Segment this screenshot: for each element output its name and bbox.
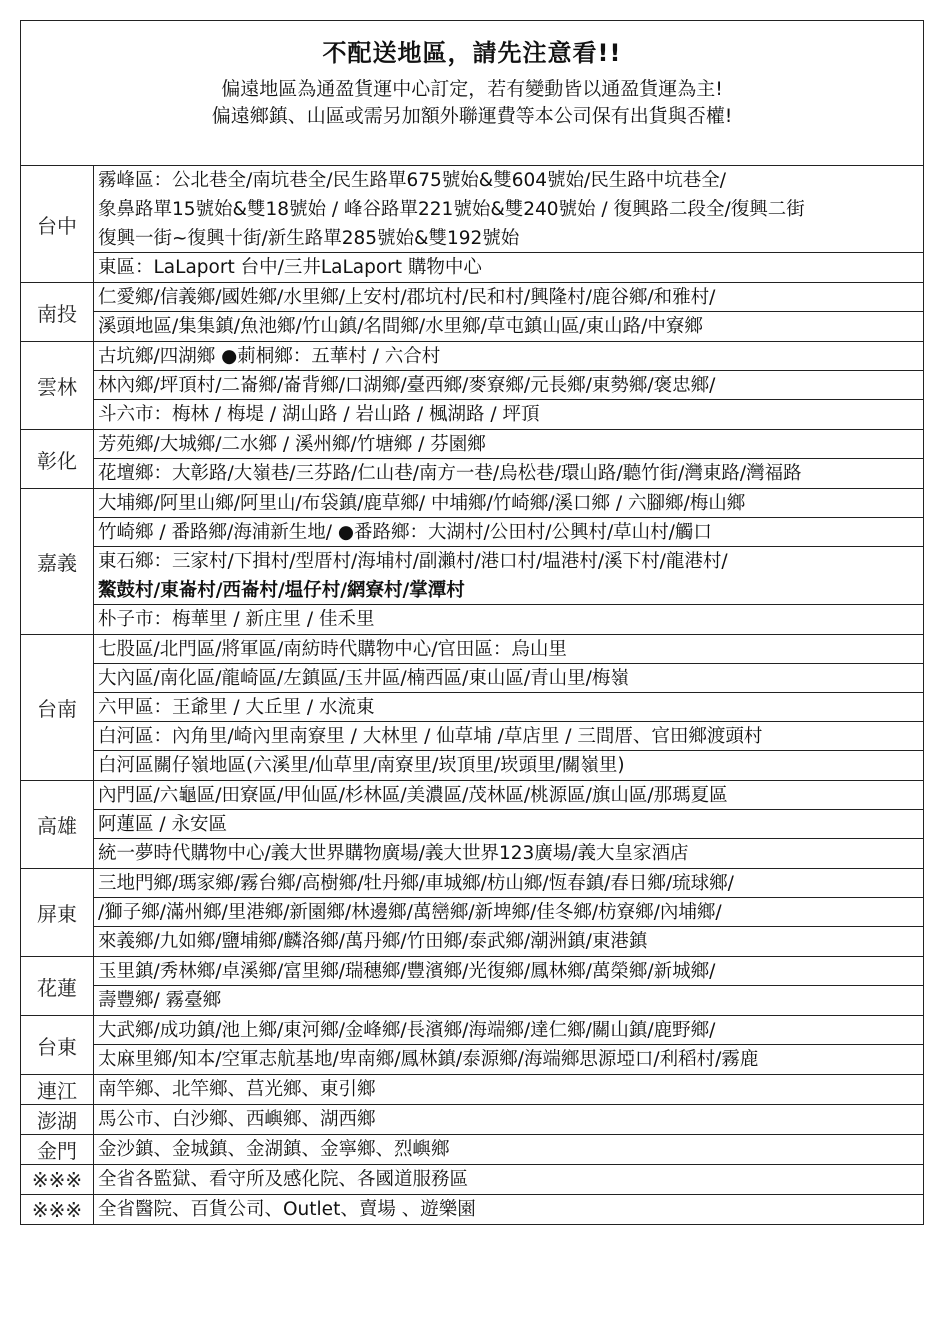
region-entries: [94, 342, 924, 430]
region-name: 澎湖: [21, 1105, 94, 1135]
region-row: [21, 342, 924, 430]
region-row: [21, 283, 924, 342]
area-line: 霧峰區：公北巷全/南坑巷全/民生路單675號始&雙604號始/民生路中坑巷全/: [98, 170, 726, 191]
area-line: 太麻里鄉/知本/空軍志航基地/卑南鄉/鳳林鎮/泰源鄉/海端鄉思源埡口/利稻村/霧鹿: [98, 1049, 759, 1070]
notice-header: [20, 20, 924, 165]
region-row: [21, 166, 924, 283]
region-entries: [94, 1105, 924, 1135]
region-entries: [94, 1195, 924, 1225]
region-entries: [94, 489, 924, 635]
region-name: 高雄: [21, 781, 94, 869]
region-name: 彰化: [21, 430, 94, 489]
area-line: 東區：LaLaport 台中/三井LaLaport 購物中心: [98, 257, 482, 278]
area-line: 朴子市：梅華里 / 新庄里 / 佳禾里: [98, 609, 375, 630]
region-name: 台中: [21, 166, 94, 283]
region-row: [21, 1195, 924, 1225]
region-table: [20, 165, 924, 1225]
region-entries: [94, 869, 924, 957]
region-entries: [94, 166, 924, 283]
area-line: 阿蓮區 / 永安區: [94, 810, 923, 839]
area-line: 象鼻路單15號始&雙18號始 / 峰谷路單221號始&雙240號始 / 復興路二段全/復興二街: [98, 199, 805, 220]
region-name: 連江: [21, 1075, 94, 1105]
region-name: 雲林: [21, 342, 94, 430]
area-line: 鰲鼓村/東崙村/西崙村/塭仔村/網寮村/掌潭村: [94, 576, 923, 605]
region-name: 金門: [21, 1135, 94, 1165]
region-name: 屏東: [21, 869, 94, 957]
region-entries: [94, 781, 924, 869]
region-row: [21, 1165, 924, 1195]
region-entries: [94, 1075, 924, 1105]
region-row: [21, 1075, 924, 1105]
area-line: 玉里鎮/秀林鄉/卓溪鄉/富里鄉/瑞穗鄉/豐濱鄉/光復鄉/鳳林鄉/萬榮鄉/新城鄉/: [94, 957, 923, 986]
region-row: [21, 1135, 924, 1165]
region-name: 台東: [21, 1016, 94, 1075]
region-entries: [94, 430, 924, 489]
area-line: 南竿鄉、北竿鄉、莒光鄉、東引鄉: [98, 1079, 376, 1100]
area-line: 斗六市：梅林 / 梅堤 / 湖山路 / 岩山路 / 楓湖路 / 坪頂: [98, 404, 540, 425]
area-line: 溪頭地區/集集鎮/魚池鄉/竹山鎮/名間鄉/水里鄉/草屯鎮山區/東山路/中寮鄉: [98, 316, 703, 337]
region-row: [21, 635, 924, 781]
region-entries: [94, 957, 924, 1016]
area-line: 壽豐鄉/ 霧臺鄉: [98, 990, 222, 1011]
region-entries: [94, 635, 924, 781]
region-name: ※※※: [21, 1165, 94, 1195]
area-line: 全省各監獄、看守所及感化院、各國道服務區: [98, 1169, 469, 1190]
region-entries: [94, 1135, 924, 1165]
region-entries: [94, 283, 924, 342]
area-line: 金沙鎮、金城鎮、金湖鎮、金寧鄉、烈嶼鄉: [98, 1139, 450, 1160]
area-line: 東石鄉：三家村/下揖村/型厝村/海埔村/副瀨村/港口村/塭港村/溪下村/龍港村/: [98, 551, 728, 572]
area-line: 古坑鄉/四湖鄉 ●莿桐鄉：五華村 / 六合村: [94, 342, 923, 371]
area-line: 白河區關仔嶺地區(六溪里/仙草里/南寮里/崁頂里/崁頭里/關嶺里): [98, 755, 625, 776]
area-line: 花壇鄉：大彰路/大嶺巷/三芬路/仁山巷/南方一巷/烏松巷/環山路/聽竹街/灣東路/灣福路: [98, 463, 802, 484]
area-line: 芳苑鄉/大城鄉/二水鄉 / 溪州鄉/竹塘鄉 / 芬園鄉: [94, 430, 923, 459]
notice-line-2: 偏遠鄉鎮、山區或需另加額外聯運費等本公司保有出貨與否權!: [211, 105, 733, 127]
area-line: 三地門鄉/瑪家鄉/霧台鄉/高樹鄉/牡丹鄉/車城鄉/枋山鄉/恆春鎮/春日鄉/琉球鄉/: [94, 869, 923, 898]
area-line: 林內鄉/坪頂村/二崙鄉/崙背鄉/口湖鄉/臺西鄉/麥寮鄉/元長鄉/東勢鄉/褒忠鄉/: [94, 371, 923, 400]
region-name: 花蓮: [21, 957, 94, 1016]
area-line: 七股區/北門區/將軍區/南紡時代購物中心/官田區：烏山里: [94, 635, 923, 664]
area-line: 全省醫院、百貨公司、Outlet、賣場 、遊樂園: [98, 1199, 476, 1220]
area-line: 統一夢時代購物中心/義大世界購物廣場/義大世界123廣場/義大皇家酒店: [98, 843, 689, 864]
page-title: 不配送地區，請先注意看!!: [322, 39, 622, 67]
area-line: 竹崎鄉 / 番路鄉/海浦新生地/ ●番路鄉：大湖村/公田村/公興村/草山村/觸口: [94, 518, 923, 547]
region-row: [21, 1016, 924, 1075]
region-name: ※※※: [21, 1195, 94, 1225]
area-line: 馬公市、白沙鄉、西嶼鄉、湖西鄉: [98, 1109, 376, 1130]
area-line: 六甲區：王爺里 / 大丘里 / 水流東: [94, 693, 923, 722]
region-name: 台南: [21, 635, 94, 781]
region-row: [21, 869, 924, 957]
area-line: 內門區/六龜區/田寮區/甲仙區/杉林區/美濃區/茂林區/桃源區/旗山區/那瑪夏區: [94, 781, 923, 810]
region-row: [21, 957, 924, 1016]
region-entries: [94, 1016, 924, 1075]
notice-line-1: 偏遠地區為通盈貨運中心訂定，若有變動皆以通盈貨運為主!: [221, 78, 723, 100]
region-row: [21, 1105, 924, 1135]
region-name: 南投: [21, 283, 94, 342]
region-row: [21, 430, 924, 489]
area-line: /獅子鄉/滿州鄉/里港鄉/新園鄉/林邊鄉/萬巒鄉/新埤鄉/佳冬鄉/枋寮鄉/內埔鄉/: [94, 898, 923, 927]
document: [20, 20, 924, 1225]
region-name: 嘉義: [21, 489, 94, 635]
region-entries: [94, 1165, 924, 1195]
area-line: 仁愛鄉/信義鄉/國姓鄉/水里鄉/上安村/郡坑村/民和村/興隆村/鹿谷鄉/和雅村/: [94, 283, 923, 312]
area-line: 白河區：內角里/崎內里南寮里 / 大林里 / 仙草埔 /草店里 / 三間厝、官田鄉渡頭村: [94, 722, 923, 751]
area-line: 復興一街~復興十街/新生路單285號始&雙192號始: [94, 224, 923, 253]
area-line: 大埔鄉/阿里山鄉/阿里山/布袋鎮/鹿草鄉/ 中埔鄉/竹崎鄉/溪口鄉 / 六腳鄉/梅山鄉: [94, 489, 923, 518]
area-line: 大武鄉/成功鎮/池上鄉/東河鄉/金峰鄉/長濱鄉/海端鄉/達仁鄉/關山鎮/鹿野鄉/: [94, 1016, 923, 1045]
region-row: [21, 781, 924, 869]
area-line: 來義鄉/九如鄉/鹽埔鄉/麟洛鄉/萬丹鄉/竹田鄉/泰武鄉/潮洲鎮/東港鎮: [98, 931, 648, 952]
region-row: [21, 489, 924, 635]
area-line: 大內區/南化區/龍崎區/左鎮區/玉井區/楠西區/東山區/青山里/梅嶺: [94, 664, 923, 693]
